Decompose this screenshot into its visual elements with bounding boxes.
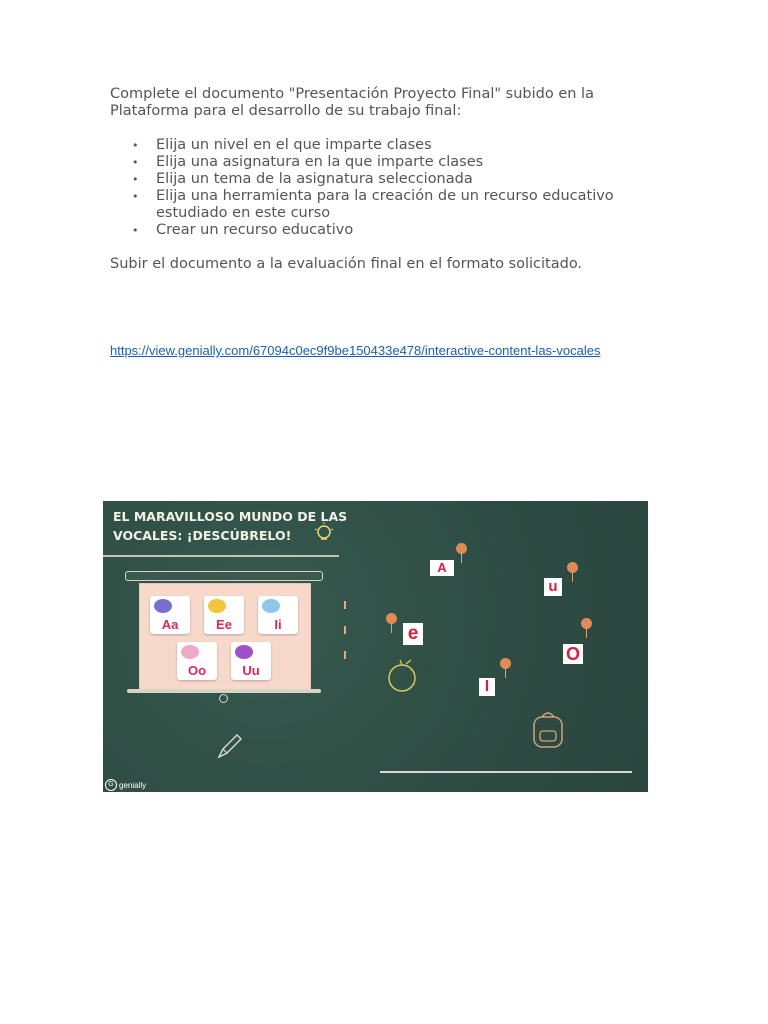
title-underline	[103, 555, 339, 557]
hotspot-letter[interactable]: O	[563, 644, 583, 664]
card-label: Aa	[161, 617, 179, 632]
vowel-card-a[interactable]	[150, 596, 190, 634]
backpack-icon	[528, 709, 568, 755]
vowel-card-e[interactable]	[204, 596, 244, 634]
pin-icon	[567, 562, 578, 573]
magnet-icon	[262, 599, 280, 613]
pencil-icon	[215, 731, 245, 765]
lightbulb-icon	[313, 521, 335, 551]
divider-dash	[344, 626, 346, 634]
list-item: • Elija un tema de la asignatura seleccionada	[156, 171, 676, 188]
hotspot-letter[interactable]: I	[479, 678, 495, 696]
divider-dash	[344, 651, 346, 659]
board-knob	[219, 694, 228, 703]
board-top-rail	[125, 571, 323, 581]
list-item: • Elija un nivel en el que imparte clases	[156, 137, 676, 154]
card-label: Uu	[242, 663, 260, 678]
task-list	[110, 137, 676, 239]
card-label: Ee	[216, 617, 232, 632]
hotspot-letter[interactable]: e	[403, 623, 423, 645]
brand-label: genially	[119, 780, 147, 790]
grapes-icon	[235, 645, 253, 659]
closing-paragraph: Subir el documento a la evaluación final en el formato solicitado.	[110, 256, 583, 272]
pin-icon	[456, 543, 467, 554]
vowel-card-o[interactable]	[177, 642, 217, 680]
divider-dash	[344, 601, 346, 609]
pin-icon	[386, 613, 397, 624]
list-item: • Crear un recurso educativo	[156, 222, 676, 239]
sheep-icon	[181, 645, 199, 659]
genially-badge[interactable]	[105, 779, 146, 791]
spider-icon	[154, 599, 172, 613]
projection-board	[139, 583, 311, 691]
genially-logo-icon: G	[105, 779, 117, 791]
card-label: Oo	[187, 663, 207, 678]
genially-link[interactable]: https://view.genially.com/67094c0ec9f9be150433e478/interactive-content-las-vocales	[110, 343, 601, 358]
hotspot-letter[interactable]: A	[430, 560, 454, 576]
vowel-card-i[interactable]	[258, 596, 298, 634]
pin-icon	[500, 658, 511, 669]
star-icon	[208, 599, 226, 613]
chalk-line	[380, 771, 632, 773]
hotspot-letter[interactable]: u	[544, 578, 562, 596]
presentation-slide-preview[interactable]	[103, 501, 648, 792]
board-bottom-rail	[127, 689, 321, 693]
pin-icon	[581, 618, 592, 629]
intro-paragraph: Complete el documento "Presentación Proyecto Final" subido en la Plataforma para el desarrollo de su trabajo final:	[110, 86, 594, 119]
apple-icon	[386, 659, 418, 697]
card-label: Ii	[274, 617, 282, 632]
list-item: • Elija una herramienta para la creación de un recurso educativo estudiado en este curso	[156, 188, 676, 222]
slide-title: EL MARAVILLOSO MUNDO DE LAS VOCALES: ¡DESCÚBRELO!	[113, 509, 348, 543]
list-item: • Elija una asignatura en la que imparte clases	[156, 154, 676, 171]
vowel-card-u[interactable]	[231, 642, 271, 680]
